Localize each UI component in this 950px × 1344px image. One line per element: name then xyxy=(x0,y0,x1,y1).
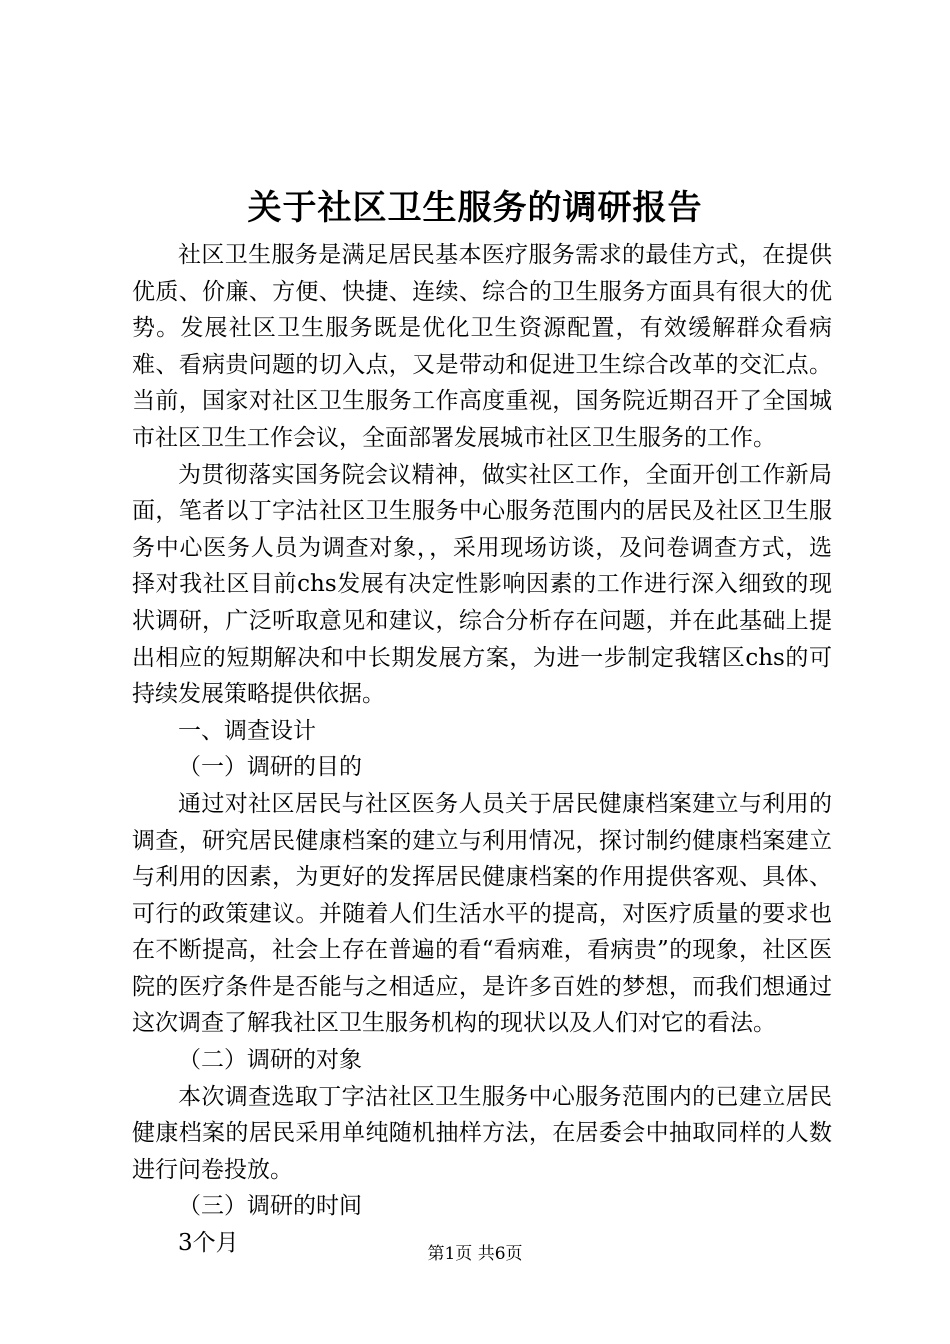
page-footer: 第1页 共6页 xyxy=(427,1244,523,1264)
paragraph-objective: 通过对社区居民与社区医务人员关于居民健康档案建立与利用的调查，研究居民健康档案的建立与利用情况，探讨制约健康档案建立与利用的因素，为更好的发挥居民健康档案的作用提供客观、具体、可行的政策建议。并随着人们生活水平的提高，对医疗质量的要求也在不断提高，社会上存在普遍的看“看病难，看病贵”的现象，社区医院的医疗条件是否能与之相适应，是许多百姓的梦想，而我们想通过这次调查了解我社区卫生服务机构的现状以及人们对它的看法。 xyxy=(132,790,832,1037)
subsection-heading-subjects: （二）调研的对象 xyxy=(178,1047,362,1074)
paragraph-purpose: 为贯彻落实国务院会议精神，做实社区工作，全面开创工作新局面，笔者以丁字沽社区卫生服务中心服务范围内的居民及社区卫生服务中心医务人员为调查对象，，采用现场访谈，及问卷调查方式，选择对我社区目前chs发展有决定性影响因素的工作进行深入细致的现状调研，广泛听取意见和建议，综合分析存在问题，并在此基础上提出相应的短期解决和中长期发展方案，为进一步制定我辖区chs的可持续发展策略提供依据。 xyxy=(132,461,832,708)
section-heading-survey-design: 一、调查设计 xyxy=(178,717,316,744)
document-body xyxy=(132,237,832,1262)
document-title: 关于社区卫生服务的调研报告 xyxy=(247,188,703,228)
subsection-heading-objective: （一）调研的目的 xyxy=(178,754,362,781)
paragraph-subjects: 本次调查选取丁字沽社区卫生服务中心服务范围内的已建立居民健康档案的居民采用单纯随机抽样方法，在居委会中抽取同样的人数进行问卷投放。 xyxy=(132,1083,832,1183)
paragraph-intro: 社区卫生服务是满足居民基本医疗服务需求的最佳方式，在提供优质、价廉、方便、快捷、连续、综合的卫生服务方面具有很大的优势。发展社区卫生服务既是优化卫生资源配置，有效缓解群众看病难、看病贵问题的切入点，又是带动和促进卫生综合改革的交汇点。当前，国家对社区卫生服务工作高度重视，国务院近期召开了全国城市社区卫生工作会议，全面部署发展城市社区卫生服务的工作。 xyxy=(132,242,832,451)
subsection-heading-time: （三）调研的时间 xyxy=(178,1193,362,1220)
paragraph-time: 3个月 xyxy=(178,1230,239,1257)
